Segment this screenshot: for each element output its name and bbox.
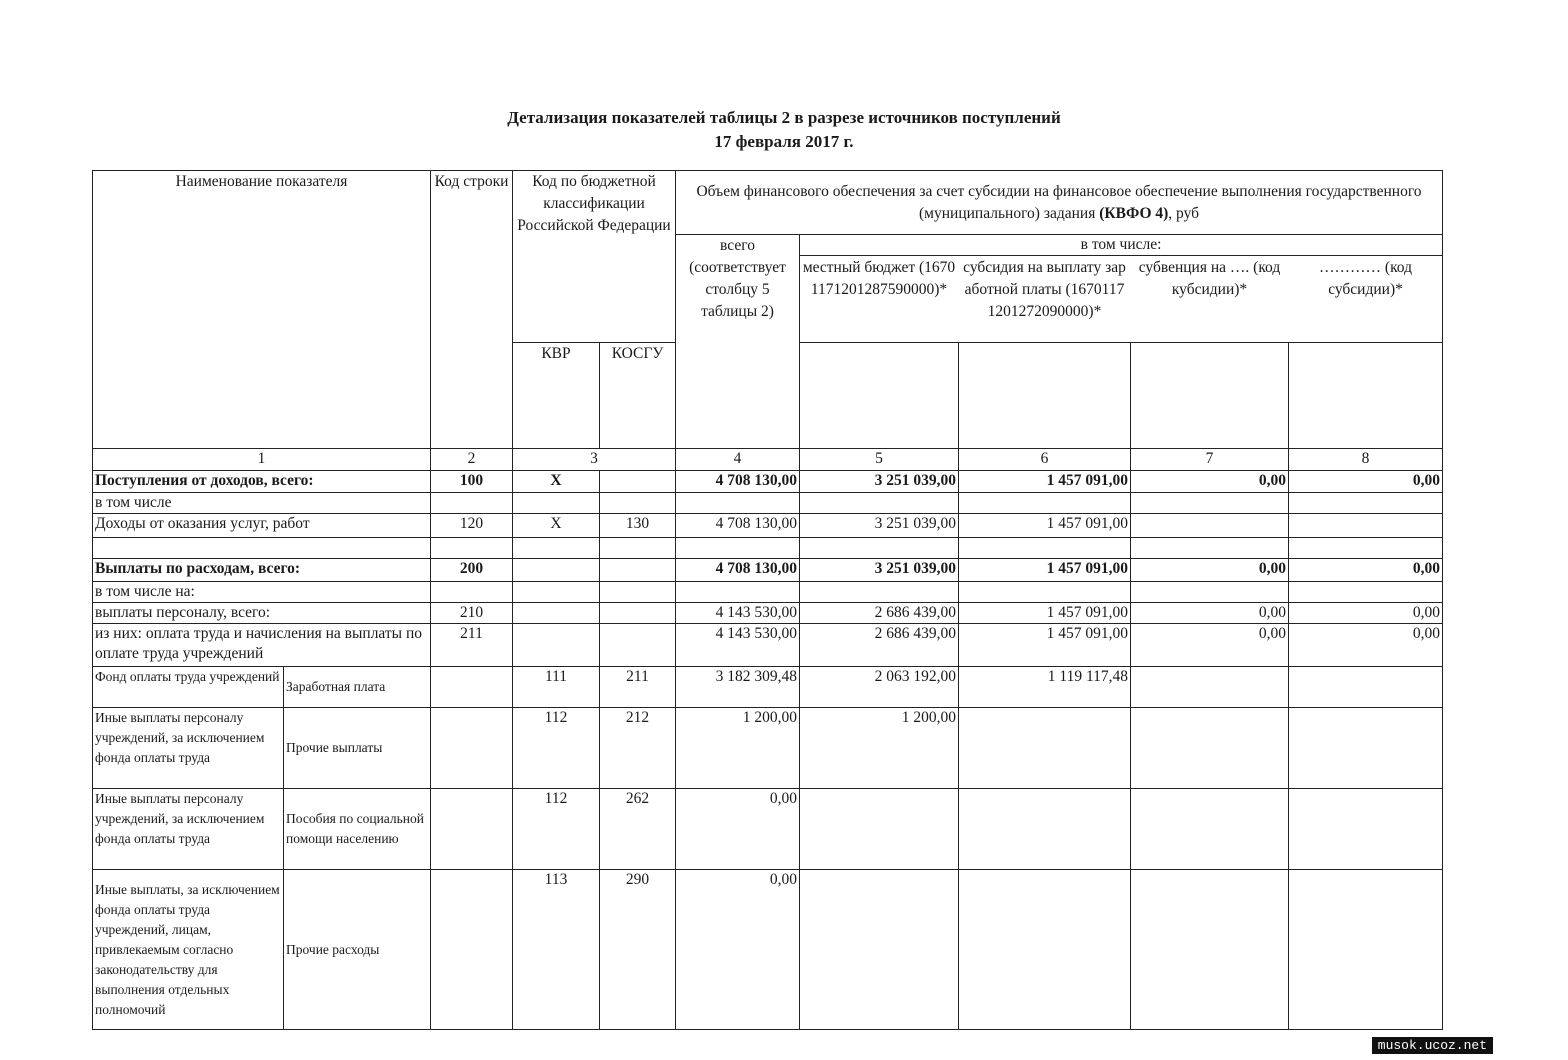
row-subvention: 0,00 — [1131, 603, 1289, 624]
row-total: 4 708 130,00 — [676, 559, 800, 582]
row-name: из них: оплата труда и начисления на выплаты по оплате труда учреждений — [93, 624, 431, 667]
row-total: 0,00 — [676, 789, 800, 870]
col-number: 1 — [93, 449, 431, 471]
row-name: в том числе — [93, 493, 431, 514]
header-kosgu: КОСГУ — [600, 343, 676, 449]
row-name: Выплаты по расходам, всего: — [93, 559, 431, 582]
row-code: 211 — [431, 624, 513, 667]
header-local-budget — [800, 259, 959, 449]
col-number: 4 — [676, 449, 800, 471]
row-salary: 1 119 117,48 — [959, 667, 1131, 708]
table-row — [93, 493, 1443, 514]
row-salary: 1 457 091,00 — [959, 603, 1131, 624]
row-total: 4 708 130,00 — [676, 471, 800, 493]
row-other: 0,00 — [1289, 603, 1443, 624]
table-row — [93, 667, 1443, 708]
row-name: Иные выплаты персоналу учреждений, за исключением фонда оплаты труда — [93, 789, 284, 870]
header-other-subsidy-text: ………… (код субсидии)* — [1319, 259, 1413, 298]
table-row — [93, 708, 1443, 789]
row-subname: Прочие выплаты — [284, 708, 431, 789]
row-salary: 1 457 091,00 — [959, 514, 1131, 538]
header-local-budget-text: местный бюджет (16701171201287590000)* — [802, 259, 956, 298]
row-code: 200 — [431, 559, 513, 582]
header-volume-kvfo: (КВФО 4) — [1099, 204, 1169, 222]
row-other: 0,00 — [1289, 471, 1443, 493]
table-row — [93, 870, 1443, 1030]
header-volume-text: Объем финансового обеспечения за счет субсидии на финансовое обеспечение выполнения государственного (муниципального) задания — [696, 182, 1422, 222]
row-local: 1 200,00 — [800, 708, 959, 789]
row-local: 3 251 039,00 — [800, 559, 959, 582]
row-local: 3 251 039,00 — [800, 471, 959, 493]
row-name: Фонд оплаты труда учреждений — [93, 667, 284, 708]
row-subvention: 0,00 — [1131, 471, 1289, 493]
row-kvr: 112 — [513, 708, 600, 789]
document-date: 17 февраля 2017 г. — [714, 132, 854, 151]
col-number: 7 — [1131, 449, 1289, 471]
header-including: в том числе: — [800, 235, 1442, 256]
row-local: 2 686 439,00 — [800, 603, 959, 624]
row-subname: Прочие расходы — [284, 870, 431, 1030]
col-number: 2 — [431, 449, 513, 471]
header-total: всего (соответствует столбцу 5 таблицы 2) — [676, 235, 800, 449]
table-row — [93, 559, 1443, 582]
row-total: 1 200,00 — [676, 708, 800, 789]
row-salary: 1 457 091,00 — [959, 624, 1131, 667]
row-subvention: 0,00 — [1131, 624, 1289, 667]
row-kvr: Х — [513, 471, 600, 493]
col-number: 6 — [959, 449, 1131, 471]
row-kosgu: 262 — [600, 789, 676, 870]
row-kosgu: 130 — [600, 514, 676, 538]
table-row — [93, 582, 1443, 603]
table-row — [93, 789, 1443, 870]
row-salary: 1 457 091,00 — [959, 471, 1131, 493]
row-kosgu: 211 — [600, 667, 676, 708]
header-kvr: КВР — [513, 343, 600, 449]
column-numbers-row — [93, 449, 1443, 471]
document-title: Детализация показателей таблицы 2 в разрезе источников поступлений — [507, 108, 1061, 127]
row-kosgu: 212 — [600, 708, 676, 789]
header-name: Наименование показателя — [93, 171, 431, 449]
row-other: 0,00 — [1289, 559, 1443, 582]
row-salary: 1 457 091,00 — [959, 559, 1131, 582]
row-kvr: 111 — [513, 667, 600, 708]
row-name: в том числе на: — [93, 582, 431, 603]
row-code: 100 — [431, 471, 513, 493]
table-row — [93, 603, 1443, 624]
row-kvr: 113 — [513, 870, 600, 1030]
row-local: 2 686 439,00 — [800, 624, 959, 667]
row-other: 0,00 — [1289, 624, 1443, 667]
row-name: Доходы от оказания услуг, работ — [93, 514, 431, 538]
header-subvention-text: субвенция на …. (код кубсидии)* — [1138, 259, 1281, 298]
header-other-subsidy — [1289, 259, 1443, 449]
row-name: выплаты персоналу, всего: — [93, 603, 431, 624]
table-row — [93, 514, 1443, 538]
row-total: 0,00 — [676, 870, 800, 1030]
row-total: 3 182 309,48 — [676, 667, 800, 708]
row-kosgu: 290 — [600, 870, 676, 1030]
row-kvr: Х — [513, 514, 600, 538]
header-budget-code: Код по бюджетной классификации Российской Федерации — [513, 171, 676, 343]
row-code: 210 — [431, 603, 513, 624]
row-kvr: 112 — [513, 789, 600, 870]
row-kosgu — [600, 471, 676, 493]
col-number: 3 — [513, 449, 676, 471]
row-local: 2 063 192,00 — [800, 667, 959, 708]
row-local: 3 251 039,00 — [800, 514, 959, 538]
table-row — [93, 624, 1443, 667]
row-name: Иные выплаты персоналу учреждений, за исключением фонда оплаты труда — [93, 708, 284, 789]
row-name: Поступления от доходов, всего: — [93, 471, 431, 493]
row-total: 4 143 530,00 — [676, 624, 800, 667]
row-subname: Пособия по социальной помощи населению — [284, 789, 431, 870]
row-total: 4 708 130,00 — [676, 514, 800, 538]
header-volume — [676, 171, 1443, 235]
row-subname: Заработная плата — [284, 667, 431, 708]
col-number: 5 — [800, 449, 959, 471]
row-name: Иные выплаты, за исключением фонда оплаты труда учреждений, лицам, привлекаемым согласно законодательству для выполнения отдельных полномочий — [93, 870, 284, 1030]
header-row-code: Код строки — [431, 171, 513, 449]
table-row-empty — [93, 538, 1443, 559]
row-subvention: 0,00 — [1131, 559, 1289, 582]
income-details-table — [92, 170, 1443, 1030]
header-salary-subsidy — [959, 259, 1131, 449]
header-salary-subsidy-text: субсидия на выплату заработной платы (16701171201272090000)* — [963, 259, 1126, 320]
site-watermark: musok.ucoz.net — [1372, 1037, 1493, 1054]
header-subvention — [1131, 259, 1289, 449]
row-code: 120 — [431, 514, 513, 538]
header-volume-unit: , руб — [1168, 204, 1200, 222]
table-row — [93, 471, 1443, 493]
col-number: 8 — [1289, 449, 1443, 471]
row-total: 4 143 530,00 — [676, 603, 800, 624]
